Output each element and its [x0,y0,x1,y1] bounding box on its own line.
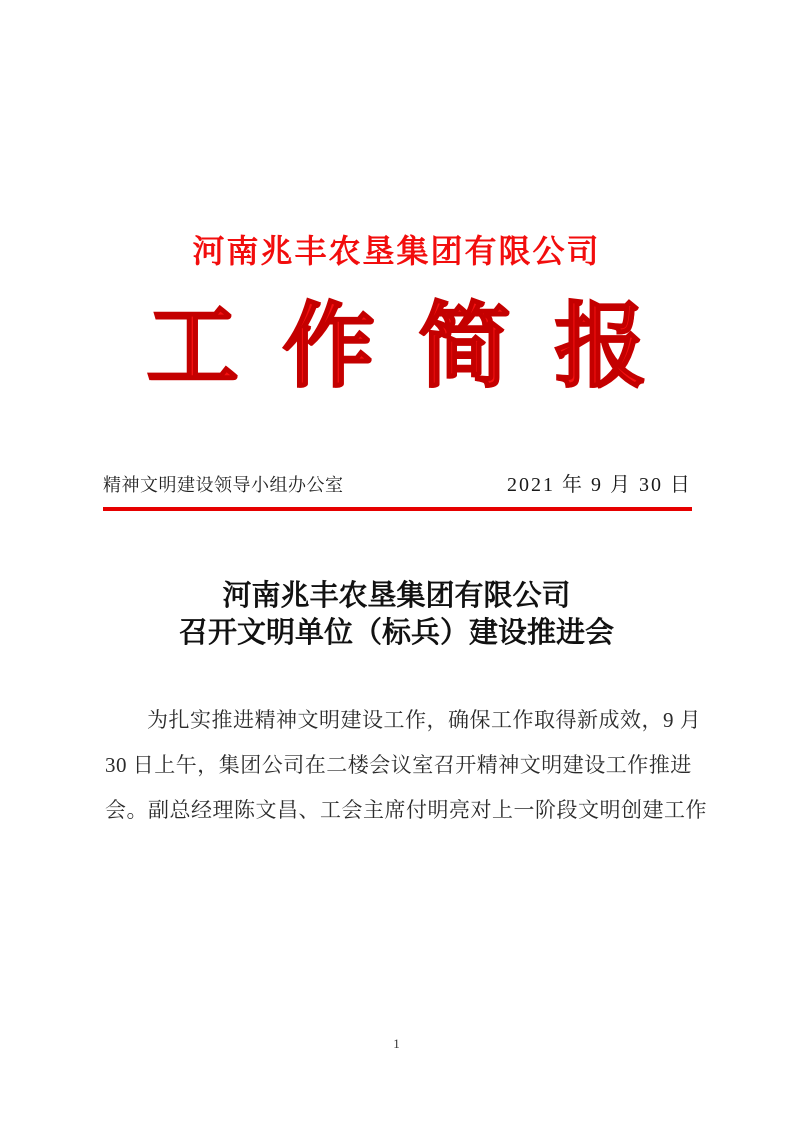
body-paragraph-line: 为扎实推进精神文明建设工作，确保工作取得新成效，9 月 [147,708,702,732]
article-heading [0,578,793,652]
company-name-heading: 河南兆丰农垦集团有限公司 [192,233,601,269]
bulletin-masthead [0,288,793,408]
body-paragraph-line: 30 日上午，集团公司在二楼会议室召开精神文明建设工作推进 [105,753,692,777]
bulletin-title: 工作简报 [146,296,691,398]
article-heading-line1: 河南兆丰农垦集团有限公司 [222,580,571,612]
page-number: 1 [393,1036,400,1051]
meta-row [103,468,692,497]
article-body [105,698,707,833]
issue-date: 2021 年 9 月 30 日 [507,474,692,496]
issuing-office-label: 精神文明建设领导小组办公室 [103,475,344,495]
article-heading-line2: 召开文明单位（标兵）建设推进会 [178,617,614,649]
body-paragraph-line: 会。副总经理陈文昌、工会主席付明亮对上一阶段文明创建工作 [105,798,707,822]
red-divider-rule [103,507,692,511]
